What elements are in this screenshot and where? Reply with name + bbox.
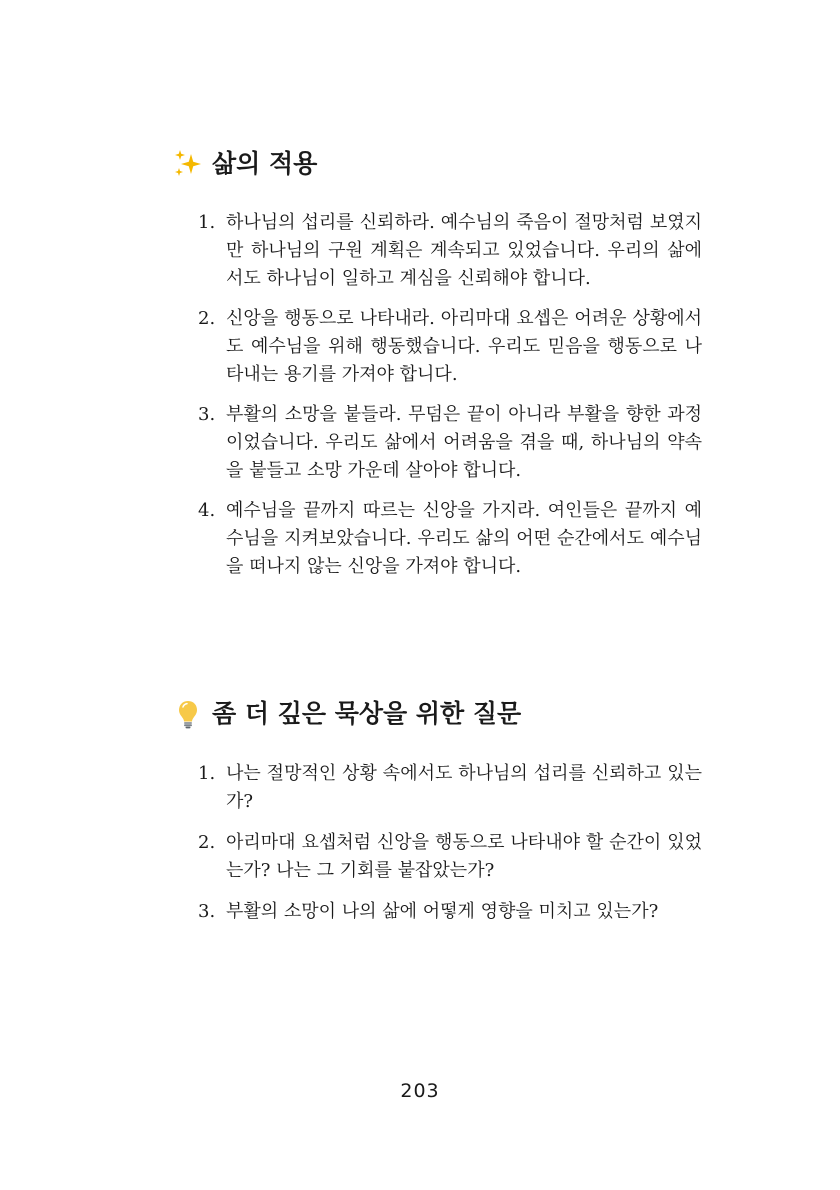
- item-text: 아리마대 요셉처럼 신앙을 행동으로 나타내야 할 순간이 있었는가? 나는 그 기회를 붙잡았는가?: [226, 832, 702, 881]
- list-item: [172, 497, 702, 581]
- item-text: 하나님의 섭리를 신뢰하라. 예수님의 죽음이 절망처럼 보였지만 하나님의 구원 계획은 계속되고 있었습니다. 우리의 삶에서도 하나님이 일하고 계심을 신뢰해야 합니다.: [226, 212, 702, 289]
- section-heading: [172, 148, 702, 180]
- list-item: [172, 898, 702, 926]
- item-text: 부활의 소망이 나의 삶에 어떻게 영향을 미치고 있는가?: [226, 901, 659, 922]
- section-title: 좀 더 깊은 묵상을 위한 질문: [212, 699, 522, 728]
- application-list: [172, 209, 702, 581]
- item-text: 예수님을 끝까지 따르는 신앙을 가지라. 여인들은 끝까지 예수님을 지켜보았습니다. 우리도 삶의 어떤 순간에서도 예수님을 떠나지 않는 신앙을 가져야 합니다.: [226, 500, 702, 577]
- item-number: 3.: [198, 404, 216, 425]
- lightbulb-icon: [172, 698, 204, 730]
- section-life-application: [172, 148, 702, 593]
- item-number: 2.: [198, 308, 216, 329]
- item-text: 나는 절망적인 상황 속에서도 하나님의 섭리를 신뢰하고 있는가?: [226, 763, 702, 812]
- item-text: 부활의 소망을 붙들라. 무덤은 끝이 아니라 부활을 향한 과정이었습니다. 우리도 삶에서 어려움을 겪을 때, 하나님의 약속을 붙들고 소망 가운데 살아야 합니다.: [226, 404, 702, 481]
- question-list: [172, 760, 702, 926]
- item-number: 3.: [198, 901, 216, 922]
- list-item: [172, 829, 702, 885]
- list-item: [172, 209, 702, 293]
- item-text: 신앙을 행동으로 나타내라. 아리마대 요셉은 어려운 상황에서도 예수님을 위해 행동했습니다. 우리도 믿음을 행동으로 나타내는 용기를 가져야 합니다.: [226, 308, 702, 385]
- item-number: 1.: [198, 212, 216, 233]
- list-item: [172, 305, 702, 389]
- item-number: 4.: [198, 500, 216, 521]
- page-number: 203: [400, 1080, 440, 1102]
- list-item: [172, 401, 702, 485]
- item-number: 1.: [198, 763, 216, 784]
- list-item: [172, 760, 702, 816]
- section-meditation-questions: [172, 698, 702, 939]
- sparkles-icon: [172, 148, 204, 180]
- item-number: 2.: [198, 832, 216, 853]
- section-heading: [172, 698, 702, 730]
- section-title: 삶의 적용: [212, 149, 318, 178]
